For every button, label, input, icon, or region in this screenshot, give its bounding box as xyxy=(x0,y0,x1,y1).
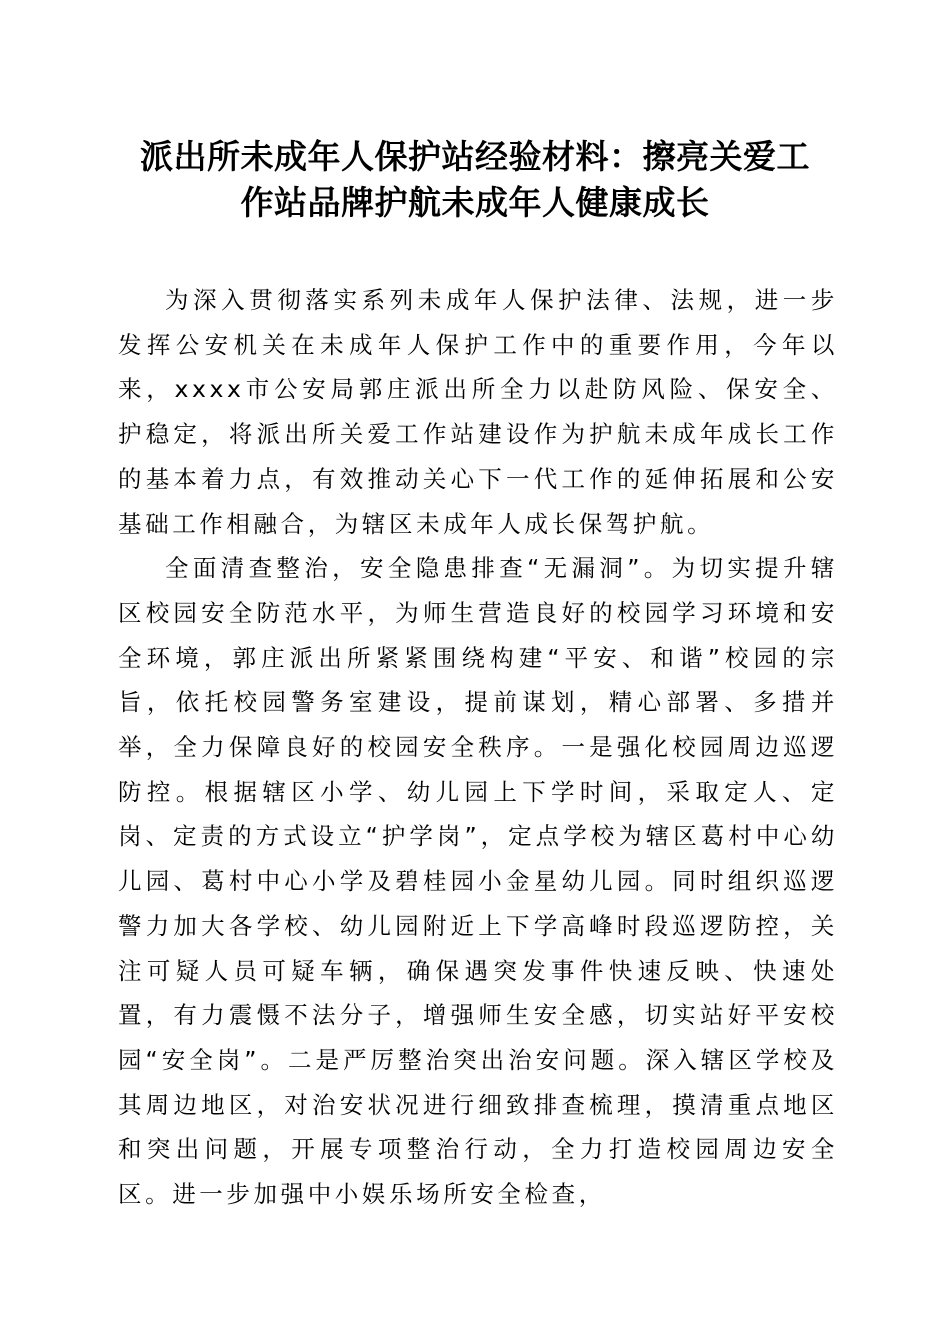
title-line-2: 作站品牌护航未成年人健康成长 xyxy=(240,183,710,222)
title-line-1: 派出所未成年人保护站经验材料：擦亮关爱工 xyxy=(140,137,810,176)
paragraph-intro: 为深入贯彻落实系列未成年人保护法律、法规，进一步发挥公安机关在未成年人保护工作中的重要作用，今年以来，xxxx市公安局郭庄派出所全力以赴防风险、保安全、护稳定，将派出所关爱工作站建设作为护航未成年成长工作的基本着力点，有效推动关心下一代工作的延伸拓展和公安基础工作相融合，为辖区未成年人成长保驾护航。 xyxy=(118,286,838,538)
document-body xyxy=(118,278,838,1217)
document-title xyxy=(100,134,850,226)
paragraph-campus-safety: 全面清查整治，安全隐患排查“无漏洞”。为切实提升辖区校园安全防范水平，为师生营造良好的校园学习环境和安全环境，郭庄派出所紧紧围绕构建“平安、和谐”校园的宗旨，依托校园警务室建设，提前谋划，精心部署、多措并举，全力保障良好的校园安全秩序。一是强化校园周边巡逻防控。根据辖区小学、幼儿园上下学时间，采取定人、定岗、定责的方式设立“护学岗”，定点学校为辖区葛村中心幼儿园、葛村中心小学及碧桂园小金星幼儿园。同时组织巡逻警力加大各学校、幼儿园附近上下学高峰时段巡逻防控，关注可疑人员可疑车辆，确保遇突发事件快速反映、快速处置，有力震慑不法分子，增强师生安全感，切实站好平安校园“安全岗”。二是严厉整治突出治安问题。深入辖区学校及其周边地区，对治安状况进行细致排查梳理，摸清重点地区和突出问题，开展专项整治行动，全力打造校园周边安全区。进一步加强中小娱乐场所安全检查， xyxy=(118,554,838,1209)
